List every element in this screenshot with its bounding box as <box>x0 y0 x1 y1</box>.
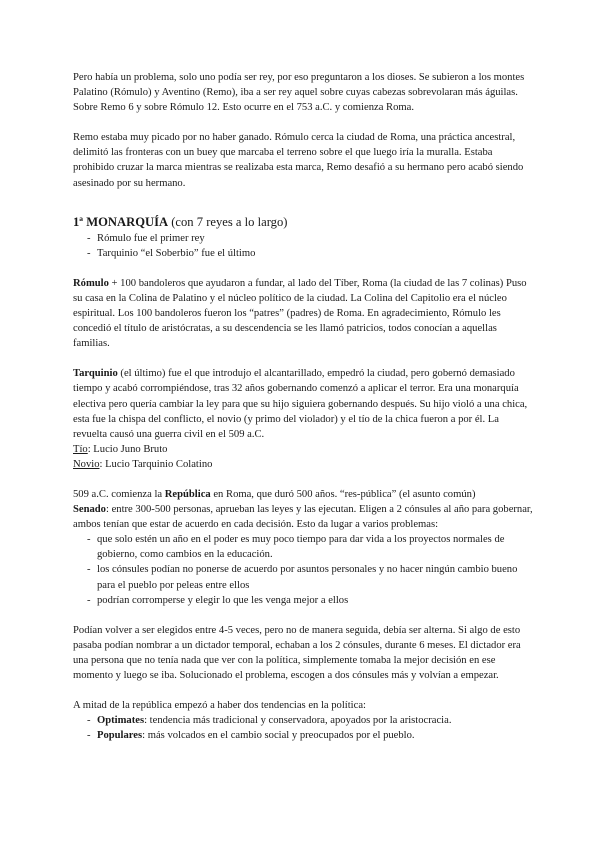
term-senado: Senado <box>73 504 106 516</box>
term-romulo: Rómulo <box>73 277 109 289</box>
line-tio <box>73 442 533 457</box>
paragraph-tendencias: A mitad de la república empezó a haber dos tendencias en la política: <box>73 700 366 712</box>
heading-note: (con 7 reyes a lo largo) <box>168 214 288 229</box>
kings-list <box>73 231 533 261</box>
heading-monarquia <box>73 214 533 231</box>
text-optimates: : tendencia más tradicional y conservadora, apoyados por la aristocracia. <box>144 715 452 727</box>
paragraph-consules: Podían volver a ser elegidos entre 4-5 veces, pero no de manera seguida, debía ser alterna. Si algo de esto pasaba podían nombrar a un dictador temporal, echaban a los 2 cónsules, durante 6 meses. El dictador era una persona que no tenía nada que ver con la política, simplemente tomaba la mejor decisión en ese momento y luego se iba. Solucionado el problema, escogen a dos cónsules más y volvían a empezar. <box>73 624 521 681</box>
term-republica: República <box>164 488 211 500</box>
list-item <box>73 713 533 728</box>
term-populares: Populares <box>97 730 143 742</box>
text-populares: : más volcados en el cambio social y preocupados por el pueblo. <box>142 730 415 742</box>
paragraph-intro: Pero había un problema, solo uno podía ser rey, por eso preguntaron a los dioses. Se subieron a los montes Palatino (Rómulo) y Aventino (Remo), iba a ser rey aquel sobre cuyas cabezas sobrevolaran más águilas. Sobre Remo 6 y sobre Rómulo 12. Esto ocurre en el 753 a.C. y comienza Roma. <box>73 72 525 114</box>
label-tio: Tío <box>73 443 88 455</box>
text-romulo: + 100 bandoleros que ayudaron a fundar, al lado del Tíber, Roma (la ciudad de las 7 colinas) Puso su casa en la Colina de Palatino y el núcleo político de la ciudad. La Colina del Capitolio era el núcleo espiritual. Los 100 bandoleros fueron los “patres” (padres) de Roma. En agradecimiento, Rómulo les concedió el título de aristócratas, a su descendencia se les llamó patricios, todos conocían a aquellas familias. <box>73 277 527 350</box>
value-novio: : Lucio Tarquinio Colatino <box>99 458 213 470</box>
problems-list <box>73 532 533 607</box>
list-item: - Rómulo fue el primer rey <box>73 231 533 246</box>
paragraph-remo: Remo estaba muy picado por no haber ganado. Rómulo cerca la ciudad de Roma, una práctica ancestral, delimitó las fronteras con un buey que marcaba el terreno sobre el que luego iría la muralla. Estaba prohibido cruzar la marca mientras se realizaba esta marca, Remo desafió a su hermano pero acabó siendo asesinado por su hermano. <box>73 132 524 189</box>
list-item: - que solo estén un año en el poder es muy poco tiempo para dar vida a los proyectos normales de gobierno, como cambios en la educación. <box>73 532 533 562</box>
label-novio: Novio <box>73 458 100 470</box>
heading-bold: 1ª MONARQUÍA <box>73 214 169 229</box>
list-item: - podrían corromperse y elegir lo que les venga mejor a ellos <box>73 593 533 608</box>
paragraph-tarquinio <box>73 366 533 441</box>
term-tarquinio: Tarquinio <box>73 368 118 380</box>
paragraph-republica <box>73 487 533 502</box>
paragraph-senado <box>73 502 533 532</box>
value-tio: : Lucio Juno Bruto <box>87 443 168 455</box>
tendencias-list <box>73 713 533 743</box>
list-item: - Tarquinio “el Soberbio” fue el último <box>73 246 533 261</box>
term-optimates: Optimates <box>97 715 145 727</box>
paragraph-romulo <box>73 276 533 351</box>
list-item: - los cónsules podían no ponerse de acuerdo por asuntos personales y no hacer ningún cambio bueno para el pueblo por peleas entre ellos <box>73 562 533 592</box>
text-rep-a: 509 a.C. comienza la <box>73 488 165 500</box>
line-novio <box>73 457 533 472</box>
text-rep-b: en Roma, que duró 500 años. “res-pública” (el asunto común) <box>210 488 476 500</box>
text-tarquinio: (el último) fue el que introdujo el alcantarillado, empedró la ciudad, pero gobernó demasiado tiempo y acabó corrompiéndose, tras 32 años gobernando comenzó a aplicar el terror. Era una monarquía electiva pero quería cambiar la ley para que su hijo siguiera gobernando después. Su hijo violó a una chica, esta fue la chispa del conflicto, el novio (y primo del violador) y el tío de la chica fueron a por él. La revuelta causó una guerra civil en el 509 a.C. <box>73 368 528 440</box>
text-senado: : entre 300-500 personas, aprueban las leyes y las ejecutan. Eligen a 2 cónsules al año para gobernar, ambos tenían que estar de acuerdo en cada decisión. Esto da lugar a varios problemas: <box>73 504 533 531</box>
document-page <box>73 70 533 743</box>
list-item <box>73 728 533 743</box>
